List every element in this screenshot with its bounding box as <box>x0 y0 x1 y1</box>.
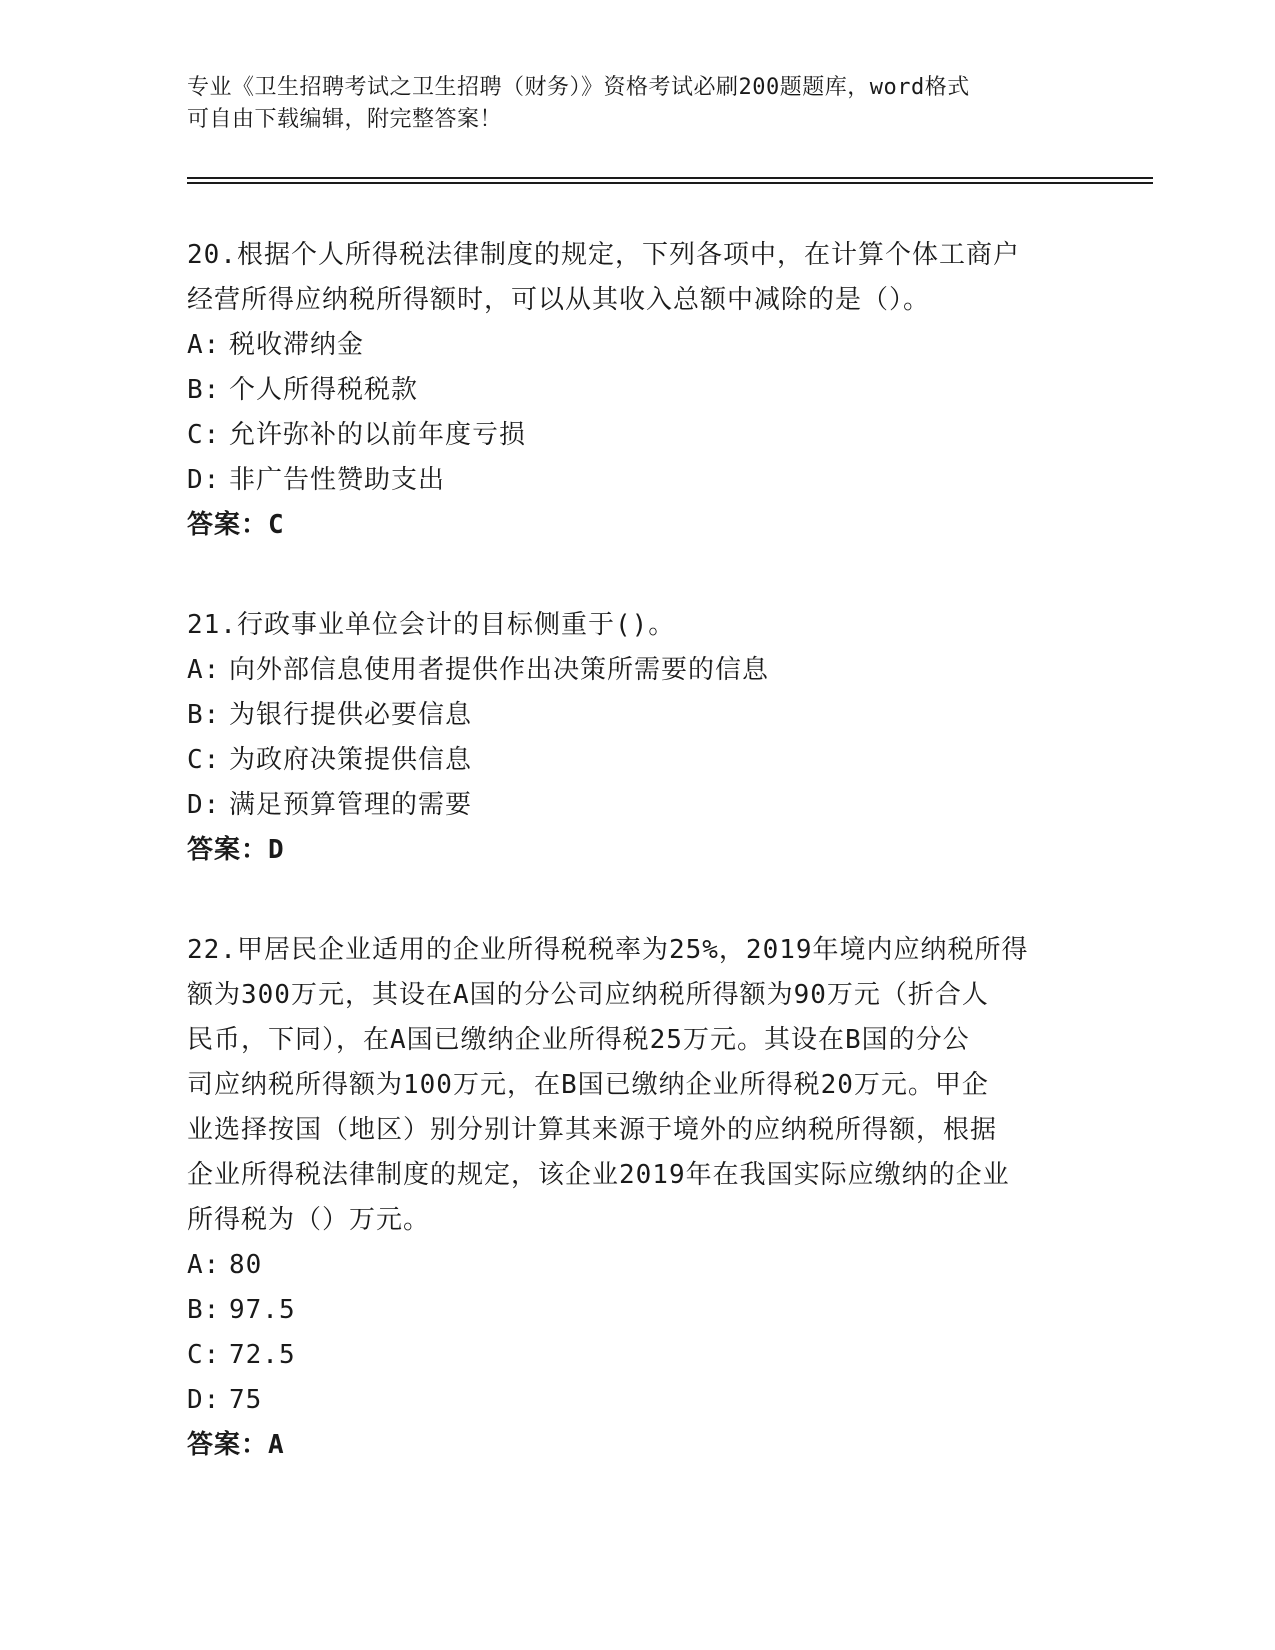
option-text: 满足预算管理的需要 <box>229 790 473 820</box>
option-key: A: <box>187 330 221 360</box>
option-key: B: <box>187 700 221 730</box>
question-stem-line: 经营所得应纳税所得额时，可以从其收入总额中减除的是（）。 <box>187 285 931 315</box>
question-stem-line: 所得税为（）万元。 <box>187 1205 431 1235</box>
question-stem-line: 额为300万元，其设在A国的分公司应纳税所得额为90万元（折合人 <box>187 980 989 1010</box>
option-text: 75 <box>229 1385 263 1415</box>
option-key: C: <box>187 420 221 450</box>
answer-value: A <box>268 1430 285 1460</box>
option-d <box>187 783 1087 828</box>
option-c <box>187 738 1087 783</box>
answer-label: 答案： <box>187 835 269 865</box>
option-d <box>187 1378 1087 1423</box>
header-line-1: 专业《卫生招聘考试之卫生招聘（财务）》资格考试必刷200题题库，word格式 <box>187 75 970 100</box>
answer-line <box>187 828 1087 873</box>
option-c <box>187 1333 1087 1378</box>
question-stem-line: 民币，下同），在A国已缴纳企业所得税25万元。其设在B国的分公 <box>187 1025 970 1055</box>
option-key: D: <box>187 790 221 820</box>
option-text: 个人所得税税款 <box>229 375 419 405</box>
question-stem-line: 企业所得税法律制度的规定，该企业2019年在我国实际应缴纳的企业 <box>187 1160 1010 1190</box>
question-list <box>187 233 1087 1523</box>
question-2 <box>187 603 1087 873</box>
option-b <box>187 693 1087 738</box>
question-stem-line: 业选择按国（地区）别分别计算其来源于境外的应纳税所得额，根据 <box>187 1115 998 1145</box>
answer-line <box>187 1423 1087 1468</box>
option-text: 向外部信息使用者提供作出决策所需要的信息 <box>229 655 770 685</box>
option-key: B: <box>187 1295 221 1325</box>
option-key: A: <box>187 655 221 685</box>
option-key: C: <box>187 745 221 775</box>
option-a <box>187 648 1087 693</box>
option-key: B: <box>187 375 221 405</box>
question-stem-line: 21.行政事业单位会计的目标侧重于()。 <box>187 610 676 640</box>
option-a <box>187 1243 1087 1288</box>
question-stem-line: 22.甲居民企业适用的企业所得税税率为25%，2019年境内应纳税所得 <box>187 935 1029 965</box>
option-text: 非广告性赞助支出 <box>229 465 446 495</box>
option-key: A: <box>187 1250 221 1280</box>
option-text: 为银行提供必要信息 <box>229 700 473 730</box>
question-stem-line: 司应纳税所得额为100万元，在B国已缴纳企业所得税20万元。甲企 <box>187 1070 989 1100</box>
option-key: C: <box>187 1340 221 1370</box>
option-c <box>187 413 1087 458</box>
option-b <box>187 368 1087 413</box>
header-line-2: 可自由下载编辑，附完整答案！ <box>187 107 503 132</box>
answer-value: C <box>268 510 285 540</box>
option-key: D: <box>187 465 221 495</box>
question-stem-line: 20.根据个人所得税法律制度的规定，下列各项中，在计算个体工商户 <box>187 240 1020 270</box>
answer-label: 答案： <box>187 510 269 540</box>
option-text: 为政府决策提供信息 <box>229 745 473 775</box>
option-text: 97.5 <box>229 1295 296 1325</box>
option-d <box>187 458 1087 503</box>
header-divider-top <box>187 177 1153 179</box>
option-text: 72.5 <box>229 1340 296 1370</box>
answer-line <box>187 503 1087 548</box>
option-text: 税收滞纳金 <box>229 330 365 360</box>
option-a <box>187 323 1087 368</box>
option-text: 允许弥补的以前年度亏损 <box>229 420 527 450</box>
option-text: 80 <box>229 1250 263 1280</box>
answer-value: D <box>268 835 285 865</box>
answer-label: 答案： <box>187 1430 269 1460</box>
question-3 <box>187 928 1087 1468</box>
option-b <box>187 1288 1087 1333</box>
option-key: D: <box>187 1385 221 1415</box>
header-divider-bottom <box>187 182 1153 184</box>
question-1 <box>187 233 1087 548</box>
document-header <box>187 72 1067 136</box>
